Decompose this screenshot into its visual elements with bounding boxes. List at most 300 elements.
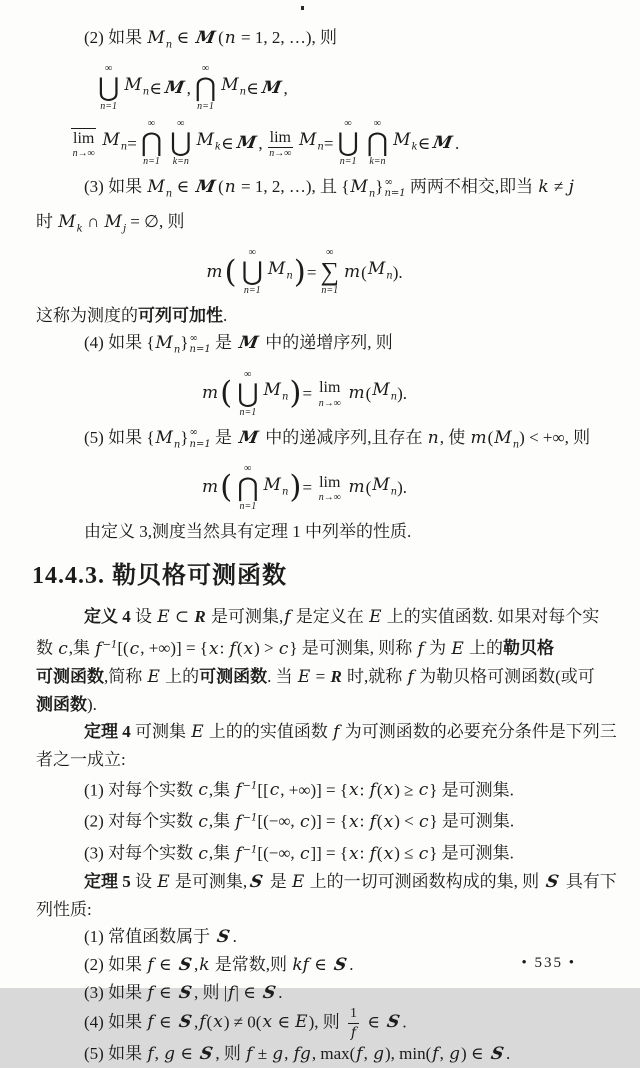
text-run: 两两不相交,即当 <box>405 177 538 197</box>
text-run: ( <box>218 177 224 197</box>
math-run: f <box>199 1011 206 1032</box>
text-run: = <box>302 384 313 404</box>
script-letter: S <box>332 954 349 975</box>
operator-glyph: ⋃ <box>241 257 263 287</box>
operator-upper-limit: ∞ <box>147 118 156 130</box>
text-line <box>36 868 617 896</box>
text-line <box>36 603 612 631</box>
math-run: m <box>206 261 223 282</box>
sup-sub-stack <box>384 177 405 200</box>
subscript: n <box>120 141 128 153</box>
script-letter: M <box>431 132 454 153</box>
math-run: M <box>372 474 390 495</box>
script-letter: S <box>177 982 193 1003</box>
math-run: x <box>243 638 254 659</box>
text-line <box>36 424 612 458</box>
superscript: −1 <box>242 780 258 792</box>
operator-glyph: ⋂ <box>140 128 163 158</box>
text-run: 可测集 <box>130 721 191 741</box>
annotated-run <box>298 126 324 160</box>
math-run: E <box>191 721 204 742</box>
annotated-run <box>375 176 406 200</box>
text-run: ∈ <box>246 78 259 98</box>
text-run: , 则 | <box>194 982 228 1002</box>
text-run: 是 <box>210 333 237 353</box>
math-run: f <box>95 638 102 659</box>
text-run: [(−∞, <box>257 811 299 831</box>
text-run: = ∅, 则 <box>126 211 185 231</box>
text-run: 上的 <box>160 666 200 686</box>
superscript: −1 <box>242 843 258 855</box>
script-letter: S <box>215 926 232 947</box>
annotated-run <box>101 126 127 160</box>
subscript: n <box>281 391 289 403</box>
text-run: = 1, 2, …), 且 { <box>236 177 350 197</box>
text-line <box>36 302 612 329</box>
math-run: c <box>418 843 429 864</box>
formula-line <box>36 369 612 419</box>
math-run: E <box>295 1011 308 1032</box>
text-line <box>36 691 612 718</box>
text-run: ). <box>392 262 403 282</box>
text-run: , <box>186 78 191 98</box>
math-run: f <box>235 843 242 864</box>
text-line <box>36 836 612 868</box>
math-run: kf <box>292 954 309 975</box>
page-number: • 535 • <box>521 955 576 971</box>
script-letter: M <box>163 77 186 98</box>
math-run: k <box>199 954 210 975</box>
text-run: ) ≤ <box>394 843 418 863</box>
math-run: M <box>58 211 76 232</box>
text-run: ,集 <box>208 843 235 863</box>
subscript: n <box>239 86 247 98</box>
script-letter: M <box>237 427 260 448</box>
annotated-run <box>154 427 181 450</box>
annotated-run <box>180 427 211 450</box>
math-run: x <box>349 843 359 864</box>
annotated-run <box>234 780 257 799</box>
math-run: E <box>369 606 382 627</box>
formula-line <box>36 463 612 513</box>
limit-operator <box>268 128 293 160</box>
text-run: 具有下 <box>561 871 617 891</box>
math-run: M <box>267 258 286 279</box>
intersection-operator <box>195 63 216 113</box>
text-run: 是 <box>210 427 237 447</box>
text-run: , 使 <box>439 427 470 447</box>
text-run: ∈ <box>172 177 194 197</box>
big-parenthesis: ) <box>289 469 302 506</box>
math-run: k <box>538 177 549 198</box>
math-run: E <box>157 606 170 627</box>
math-run: m <box>470 427 487 448</box>
text-run: : <box>359 811 369 831</box>
math-run: f <box>417 638 424 659</box>
text-line <box>36 896 612 923</box>
text-run: = 1, 2, …), 则 <box>236 28 337 47</box>
text-line <box>36 1040 612 1068</box>
script-letter: S <box>248 871 265 892</box>
subscript: n <box>317 141 324 153</box>
script-letter: M <box>259 77 283 98</box>
math-run: M <box>221 75 239 96</box>
bold-run: 定理 5 <box>84 871 131 891</box>
text-run: ∈ <box>273 1011 295 1031</box>
annotated-run <box>392 126 417 160</box>
text-run: : <box>359 780 369 800</box>
annotated-run <box>104 211 127 235</box>
text-run: , +∞)] = { <box>280 780 349 800</box>
text-run: ( <box>376 780 383 800</box>
subscript: n <box>165 39 173 51</box>
math-run: c <box>418 811 429 832</box>
text-run: ). <box>87 694 97 714</box>
operator-glyph: ⋂ <box>366 128 389 158</box>
fraction-denominator: f <box>350 1024 357 1041</box>
text-line <box>36 24 612 58</box>
subscript: n <box>173 438 181 450</box>
text-run: ) < +∞, 则 <box>519 427 591 447</box>
subscript: n <box>390 391 398 403</box>
math-run: f <box>369 843 376 864</box>
intersection-operator <box>367 118 388 168</box>
script-letter: S <box>177 954 193 975</box>
bold-run: 定义 4 <box>84 606 131 626</box>
text-run: } <box>180 333 189 353</box>
script-letter: M <box>234 132 258 153</box>
text-run: 14.4.3. 勒贝格可测函数 <box>32 562 287 589</box>
math-run: M <box>147 28 165 48</box>
math-run: f <box>356 1043 363 1064</box>
formula-line <box>36 63 612 113</box>
annotated-run <box>371 376 397 410</box>
subscript: n <box>173 344 181 356</box>
bold-run: 勒贝格 <box>503 638 555 658</box>
subscript: n=1 <box>189 344 211 356</box>
math-run: E <box>451 638 464 659</box>
text-run: [(−∞, <box>257 843 299 863</box>
subscript: n <box>286 270 293 282</box>
math-run: g <box>272 1043 284 1064</box>
script-letter: S <box>198 1043 215 1064</box>
math-run: E <box>147 666 160 687</box>
subscript: n <box>512 438 520 450</box>
bold-run: 可测函数 <box>199 666 268 686</box>
math-run: M <box>372 380 390 401</box>
math-run: m <box>201 383 219 404</box>
text-run: 为 <box>424 638 451 658</box>
text-run: } 是可测集. <box>429 843 514 863</box>
formula-line <box>36 118 612 168</box>
text-run: ∈ <box>363 1011 385 1031</box>
math-run: c <box>299 811 310 832</box>
subscript: n <box>368 188 376 200</box>
text-run: . <box>402 1011 407 1031</box>
text-line <box>36 923 612 951</box>
summation-operator <box>321 247 340 297</box>
math-run: c <box>269 780 280 801</box>
text-line <box>36 746 612 773</box>
text-run: ) ∈ <box>460 1043 488 1063</box>
text-run: ). <box>397 384 408 404</box>
math-run: M <box>367 258 386 279</box>
math-run: g <box>449 1043 460 1064</box>
text-run: = <box>127 133 137 153</box>
text-run: | ∈ <box>235 982 260 1002</box>
math-run: M <box>124 75 142 96</box>
text-run: (5) 如果 { <box>84 427 155 447</box>
text-run: (3) 如果 <box>84 982 147 1002</box>
text-run: ∈ <box>149 78 162 98</box>
math-run: E <box>291 871 305 892</box>
math-run: f <box>284 606 291 627</box>
fraction-rule <box>348 1023 359 1024</box>
limit-operator <box>71 128 96 160</box>
operator-glyph: ⋃ <box>337 128 359 158</box>
union-operator <box>170 118 191 168</box>
math-run: f <box>235 811 242 832</box>
math-run: M <box>263 380 281 401</box>
math-run: x <box>383 811 394 832</box>
math-run: f <box>147 1043 154 1064</box>
operator-lower-limit: n=1 <box>321 285 339 297</box>
text-run: (4) 如果 { <box>84 333 155 353</box>
math-run: fg <box>293 1043 311 1064</box>
superscript: ∞ <box>189 332 198 344</box>
text-run: (3) 对每个实数 <box>84 843 198 863</box>
math-run: M <box>196 130 214 151</box>
text-run: = <box>311 666 330 686</box>
text-line <box>36 979 612 1007</box>
fraction <box>348 1007 359 1040</box>
operator-upper-limit: ∞ <box>326 247 334 259</box>
limit-operator <box>317 378 342 409</box>
text-run: . <box>232 926 237 946</box>
text-run: = <box>306 262 317 282</box>
operator-lower-limit: n=1 <box>243 285 261 297</box>
script-letter: M <box>194 177 217 198</box>
subscript: n=1 <box>384 188 406 200</box>
text-run: 时,就称 <box>342 666 407 686</box>
annotated-run <box>267 255 293 289</box>
annotated-run <box>493 427 520 450</box>
text-run: 中的递减序列,且存在 <box>261 427 427 447</box>
math-run: E <box>157 871 170 892</box>
text-run: . <box>505 1043 511 1063</box>
math-run: M <box>155 427 173 448</box>
math-run: c <box>198 843 208 864</box>
math-run: x <box>383 843 394 864</box>
annotated-run <box>180 332 211 356</box>
operator-lower-limit: n=1 <box>339 156 357 168</box>
big-parenthesis: ) <box>293 253 306 290</box>
text-run: , <box>258 133 263 153</box>
operator-upper-limit: ∞ <box>244 462 252 474</box>
text-run: 上的 <box>464 638 504 658</box>
math-run: g <box>373 1043 384 1064</box>
text-run: : <box>359 843 369 863</box>
operator-glyph: ⋃ <box>170 128 192 158</box>
text-run: ( <box>361 262 367 282</box>
operator-glyph: ⋃ <box>98 73 120 103</box>
subscript: n <box>142 86 150 98</box>
math-run: n <box>224 28 236 48</box>
text-line <box>36 173 612 207</box>
superscript: ∞ <box>384 176 393 188</box>
text-line <box>36 773 612 805</box>
annotated-run <box>367 255 393 289</box>
bold-run: 可测函数 <box>36 666 104 686</box>
bold-run: 测函数 <box>36 694 87 714</box>
text-run: ( <box>236 638 243 658</box>
text-run: = <box>323 133 334 153</box>
text-run: 是可测集, <box>206 606 284 626</box>
text-run: } <box>180 427 189 447</box>
subscript: k <box>411 141 418 153</box>
text-run: (2) 如果 <box>84 954 147 974</box>
math-run: M <box>298 130 317 151</box>
annotated-run <box>349 177 376 200</box>
operator-lower-limit: k=n <box>369 156 386 168</box>
annotated-run <box>94 639 117 658</box>
text-run: (4) 如果 <box>84 1011 147 1031</box>
bold-italic-run: R <box>330 666 342 686</box>
big-parenthesis: ) <box>289 375 302 412</box>
text-run: ). <box>397 478 408 498</box>
operator-upper-limit: ∞ <box>248 247 256 259</box>
text-run: 由定义 3,测度当然具有定理 1 中列举的性质. <box>84 521 412 541</box>
text-run: (3) 如果 <box>84 177 147 197</box>
text-run: ≠ <box>549 177 568 197</box>
text-run: . <box>223 306 228 326</box>
script-letter: M <box>237 333 260 354</box>
subscript: j <box>122 223 127 235</box>
text-run: ,集 <box>68 638 95 658</box>
subscript: n <box>390 486 398 498</box>
text-run: 这称为测度的 <box>36 306 138 326</box>
text-run: 是定义在 <box>291 606 369 626</box>
union-operator <box>242 247 263 297</box>
text-run: 中的递增序列, 则 <box>261 333 393 353</box>
subscript: n <box>386 270 393 282</box>
text-run: 是 <box>265 871 291 891</box>
text-run: ⊂ <box>170 606 194 626</box>
operator-upper-limit: ∞ <box>201 63 210 75</box>
text-run: } 是可测集, 则称 <box>289 638 417 658</box>
text-run: : <box>219 638 229 658</box>
math-run: M <box>155 333 173 354</box>
text-line <box>36 208 612 242</box>
intersection-operator <box>237 463 258 513</box>
operator-glyph: ∑ <box>320 257 340 287</box>
math-run: c <box>299 843 310 864</box>
text-run: ( <box>376 843 383 863</box>
union-operator <box>98 63 119 113</box>
annotated-run <box>57 211 83 235</box>
script-letter: S <box>177 1011 193 1032</box>
math-run: m <box>348 477 365 498</box>
subscript: k <box>214 141 221 153</box>
text-run: ∈ <box>417 133 431 153</box>
math-run: f <box>333 721 340 742</box>
annotated-run <box>123 71 149 105</box>
math-run: x <box>349 811 359 832</box>
sup-sub-stack <box>190 427 211 450</box>
math-run: M <box>263 474 281 495</box>
math-run: M <box>494 427 512 448</box>
text-run: ]] = { <box>310 843 349 863</box>
math-run: m <box>201 477 219 498</box>
math-run: x <box>349 780 359 801</box>
limit-text: lim <box>319 473 341 491</box>
bold-run: 可列可加性 <box>138 306 223 326</box>
text-run: , <box>194 1011 199 1031</box>
math-run: x <box>213 1011 223 1032</box>
text-run: ∈ <box>309 954 331 974</box>
limit-text: lim <box>319 379 341 397</box>
superscript: −1 <box>102 638 118 650</box>
math-run: f <box>369 780 376 801</box>
text-run: ,集 <box>208 811 235 831</box>
text-run: . <box>455 133 460 153</box>
text-run: (2) 如果 <box>84 28 147 47</box>
text-run: , +∞)] = { <box>140 638 208 658</box>
text-run: 列性质: <box>36 899 92 919</box>
text-run: 上的一切可测函数构成的集, 则 <box>305 871 544 891</box>
text-line <box>36 663 612 691</box>
text-run: 是常数,则 <box>210 954 292 974</box>
text-run: ∈ <box>176 1043 198 1063</box>
math-run: c <box>129 638 140 659</box>
math-run: f <box>147 982 154 1003</box>
operator-lower-limit: n=1 <box>197 101 214 113</box>
math-run: f <box>407 666 414 687</box>
operator-upper-limit: ∞ <box>244 368 252 380</box>
text-line <box>36 518 612 545</box>
text-run: 设 <box>130 606 157 626</box>
text-run: (1) 常值函数属于 <box>84 926 215 946</box>
text-run: 为可测函数的必要充分条件是下列三 <box>340 721 617 741</box>
text-run: , <box>363 1043 373 1063</box>
text-run: ( <box>487 427 494 447</box>
text-run: . <box>349 954 354 974</box>
text-run: } 是可测集. <box>429 780 514 800</box>
text-run: , <box>194 954 199 974</box>
math-run: f <box>246 1043 253 1064</box>
operator-upper-limit: ∞ <box>105 63 113 75</box>
limit-subscript: n→∞ <box>318 492 341 504</box>
intersection-operator <box>141 118 162 168</box>
scan-artifact-dot <box>301 6 304 10</box>
math-run: f <box>229 638 236 659</box>
text-run: 上的的实值函数 <box>204 721 333 741</box>
subscript: n <box>165 188 173 200</box>
text-run: 是可测集, <box>170 871 248 891</box>
text-run: 时 <box>36 211 58 231</box>
annotated-run <box>146 177 173 200</box>
operator-lower-limit: n=1 <box>239 406 257 418</box>
text-run: ∈ <box>220 133 234 153</box>
text-run: ∈ <box>154 954 176 974</box>
operator-upper-limit: ∞ <box>344 118 352 130</box>
big-parenthesis: ( <box>220 469 233 506</box>
annotated-run <box>146 28 173 51</box>
limit-text: lim <box>73 129 95 147</box>
operator-lower-limit: k=n <box>172 156 189 168</box>
math-run: f <box>235 780 242 801</box>
text-run: (1) 对每个实数 <box>84 780 198 800</box>
